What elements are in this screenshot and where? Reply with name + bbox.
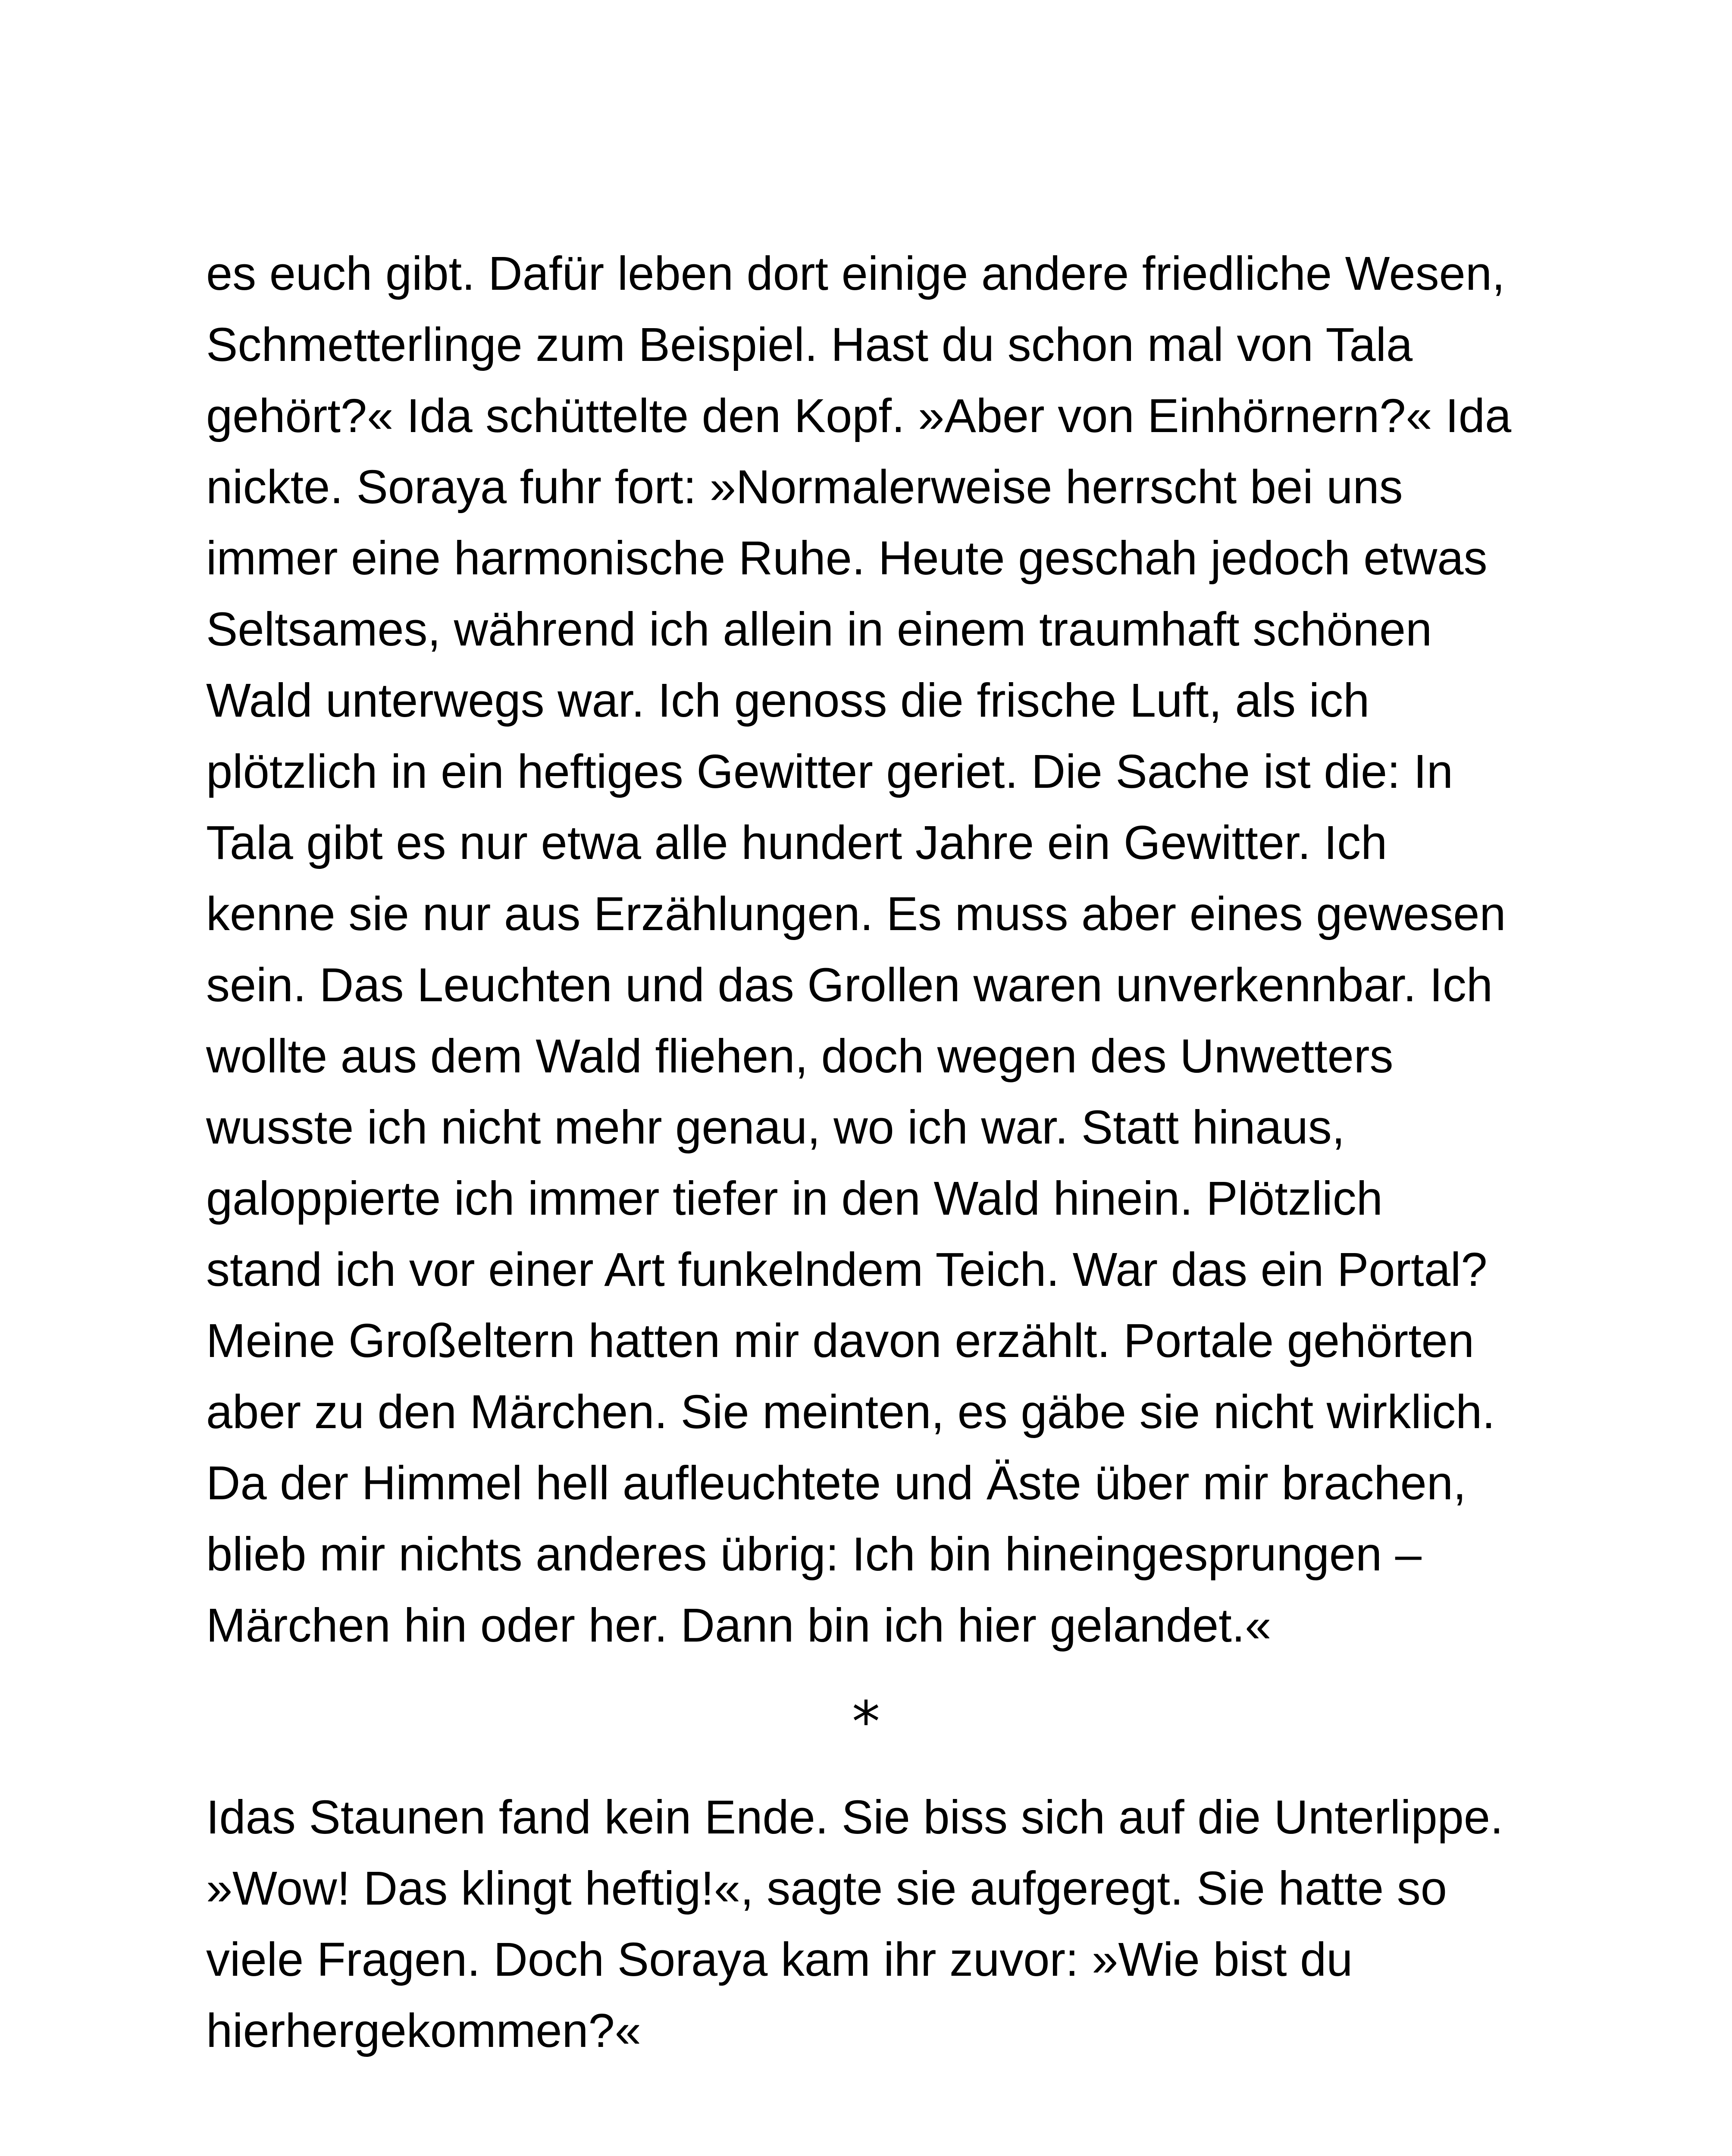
text-line: Tala gibt es nur etwa alle hundert Jahre ein Gewitter. Ich <box>206 816 1387 869</box>
text-line: Idas Staunen fand kein Ende. Sie biss sich auf die Unterlippe. <box>206 1791 1503 1844</box>
text-line: aber zu den Märchen. Sie meinten, es gäbe sie nicht wirklich. <box>206 1385 1495 1438</box>
text-line: es euch gibt. Dafür leben dort einige andere friedliche Wesen, <box>206 247 1505 300</box>
text-line: Da der Himmel hell aufleuchtete und Äste über mir brachen, <box>206 1457 1466 1510</box>
text-line: wollte aus dem Wald fliehen, doch wegen des Unwetters <box>206 1030 1394 1083</box>
text-line: Seltsames, während ich allein in einem traumhaft schönen <box>206 603 1432 656</box>
text-line: galoppierte ich immer tiefer in den Wald hinein. Plötzlich <box>206 1172 1383 1225</box>
text-line: hierhergekommen?« <box>206 2004 641 2057</box>
text-line: stand ich vor einer Art funkelndem Teich. War das ein Portal? <box>206 1243 1488 1296</box>
text-line: viele Fragen. Doch Soraya kam ihr zuvor: »Wie bist du <box>206 1933 1353 1986</box>
section-separator: * <box>852 1689 880 1755</box>
text-line: gehört?« Ida schüttelte den Kopf. »Aber von Einhörnern?« Ida <box>206 389 1512 442</box>
text-line: plötzlich in ein heftiges Gewitter geriet. Die Sache ist die: In <box>206 745 1453 798</box>
text-line: immer eine harmonische Ruhe. Heute geschah jedoch etwas <box>206 532 1488 585</box>
text-line: Märchen hin oder her. Dann bin ich hier gelandet.« <box>206 1599 1272 1652</box>
text-line: Wald unterwegs war. Ich genoss die frische Luft, als ich <box>206 674 1370 727</box>
text-line: kenne sie nur aus Erzählungen. Es muss aber eines gewesen <box>206 887 1506 940</box>
paragraph-2 <box>206 1782 1534 2066</box>
text-line: sein. Das Leuchten und das Grollen waren unverkennbar. Ich <box>206 959 1493 1012</box>
text-line: blieb mir nichts anderes übrig: Ich bin hineingesprungen – <box>206 1528 1422 1581</box>
text-line: »Wow! Das klingt heftig!«, sagte sie aufgeregt. Sie hatte so <box>206 1862 1447 1915</box>
text-line: Meine Großeltern hatten mir davon erzählt. Portale gehörten <box>206 1314 1474 1367</box>
text-line: Schmetterlinge zum Beispiel. Hast du schon mal von Tala <box>206 318 1413 371</box>
text-line: nickte. Soraya fuhr fort: »Normalerweise herrscht bei uns <box>206 461 1403 514</box>
text-line: wusste ich nicht mehr genau, wo ich war. Statt hinaus, <box>206 1101 1345 1154</box>
paragraph-1 <box>206 238 1534 1661</box>
